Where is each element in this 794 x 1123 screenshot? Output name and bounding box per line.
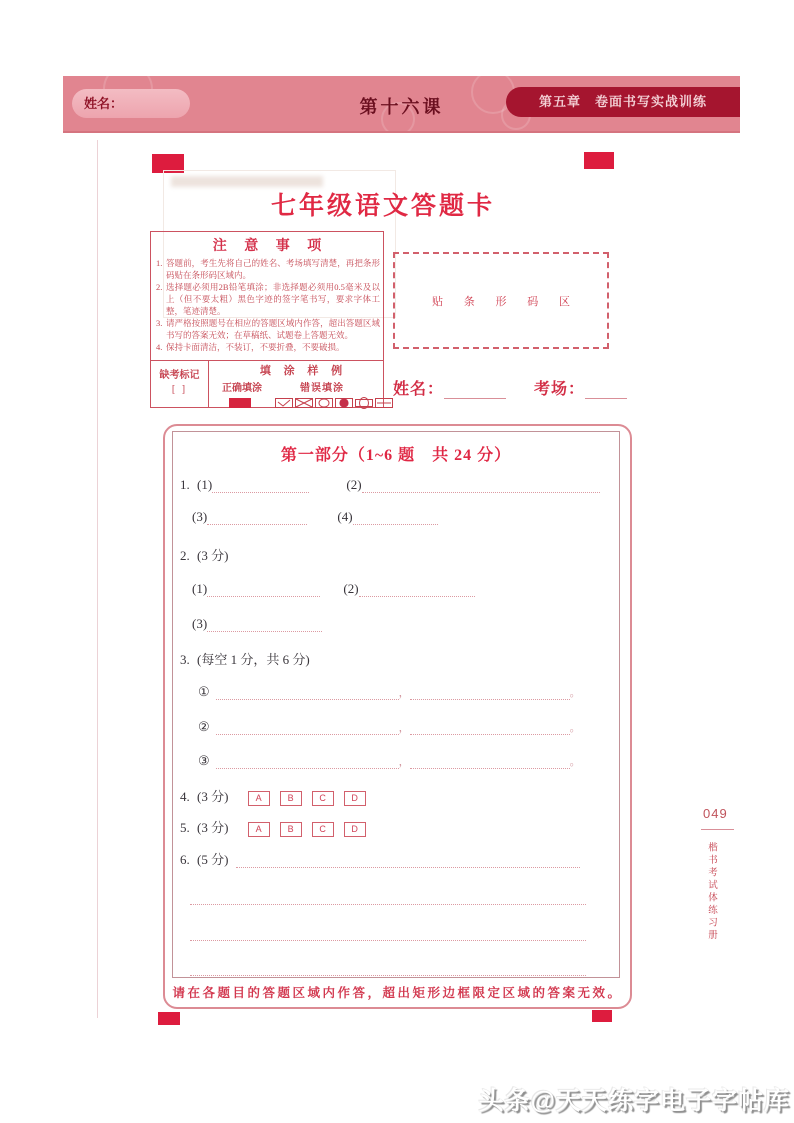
period-mark: 。 bbox=[569, 722, 581, 734]
question-2-header bbox=[180, 545, 228, 564]
name-room-row bbox=[393, 376, 627, 399]
question-number: 1. bbox=[180, 477, 190, 492]
answer-blank bbox=[216, 755, 399, 769]
question-1-row-2 bbox=[192, 509, 438, 525]
answer-blank bbox=[353, 511, 438, 525]
circled-number: ② bbox=[198, 719, 210, 734]
corner-mark-bottom-left bbox=[158, 1012, 180, 1025]
answer-blank bbox=[410, 686, 570, 700]
part-label: (3) bbox=[192, 616, 208, 631]
option-boxes bbox=[248, 789, 376, 804]
wrong-fill-label: 错误填涂 bbox=[300, 383, 344, 394]
option-box-a: A bbox=[248, 791, 270, 806]
part-label: (2) bbox=[346, 477, 362, 492]
cross-box-icon bbox=[295, 397, 313, 409]
question-number: 6. bbox=[180, 852, 190, 867]
lesson-title: 第十六课 bbox=[359, 97, 444, 117]
comma-mark: ， bbox=[398, 722, 410, 734]
comma-mark: ， bbox=[398, 687, 410, 699]
question-2-row-2 bbox=[192, 616, 322, 632]
notice-item-text: 请严格按照题号在相应的答题区域内作答，超出答题区域书写的答案无效；在草稿纸、试题卷上答题无效。 bbox=[166, 318, 380, 341]
question-score: (3 分) bbox=[197, 789, 229, 804]
question-6-line bbox=[190, 960, 586, 976]
question-6-row bbox=[180, 849, 580, 868]
option-box-c: C bbox=[312, 822, 334, 837]
notice-item-number: 2. bbox=[156, 282, 163, 293]
notice-box bbox=[150, 231, 384, 408]
fill-sample-block bbox=[151, 360, 383, 407]
part-label: (3) bbox=[192, 509, 208, 524]
question-score: (3 分) bbox=[197, 820, 229, 835]
option-box-b: B bbox=[280, 791, 302, 806]
option-box-c: C bbox=[312, 791, 334, 806]
question-3-item-3 bbox=[198, 753, 581, 769]
fill-sample-labels bbox=[209, 379, 393, 394]
question-number: 3. bbox=[180, 652, 190, 667]
option-box-d: D bbox=[344, 791, 366, 806]
notice-item bbox=[156, 317, 380, 341]
part-label: (1) bbox=[192, 581, 208, 596]
notice-item-text: 答题前，考生先将自己的姓名、考场填写清楚，再把条形码贴在条形码区域内。 bbox=[166, 258, 380, 281]
answer-blank bbox=[212, 479, 309, 493]
card-name-label: 姓名： bbox=[393, 381, 445, 398]
option-boxes bbox=[248, 820, 376, 835]
question-1-row-1 bbox=[180, 477, 600, 493]
circled-number: ③ bbox=[198, 753, 210, 768]
notice-item-number: 1. bbox=[156, 258, 163, 268]
answer-blank bbox=[207, 618, 322, 632]
notice-item bbox=[156, 257, 380, 281]
check-box-icon bbox=[275, 397, 293, 409]
option-box-b: B bbox=[280, 822, 302, 837]
absent-mark-label: 缺考标记 bbox=[159, 370, 200, 381]
question-number: 4. bbox=[180, 789, 190, 804]
fill-sample-symbols bbox=[209, 397, 393, 409]
answer-region-warning: 请在各题目的答题区域内作答，超出矩形边框限定区域的答案无效。 bbox=[172, 986, 623, 1000]
circled-number: ① bbox=[198, 684, 210, 699]
question-6-line bbox=[190, 925, 586, 941]
answer-blank bbox=[216, 721, 399, 735]
absent-mark-box: [ ] bbox=[171, 384, 188, 395]
notice-item-number: 3. bbox=[156, 318, 163, 329]
answer-blank bbox=[207, 583, 320, 597]
question-5-row bbox=[180, 817, 376, 837]
fill-sample-cell bbox=[209, 361, 393, 407]
notice-item-text: 保持卡面清洁，不装订，不要折叠，不要破损。 bbox=[166, 342, 345, 353]
answer-blank bbox=[190, 962, 586, 976]
part-label: (1) bbox=[197, 477, 213, 492]
section-title: 第一部分（1~6 题 共 24 分） bbox=[280, 447, 512, 464]
absent-mark-cell bbox=[151, 361, 209, 407]
question-3-item-1 bbox=[198, 684, 581, 700]
chapter-badge: 第五章 卷面书写实战训练 bbox=[506, 87, 740, 117]
answer-blank bbox=[359, 583, 475, 597]
page-number-divider bbox=[701, 829, 734, 830]
option-box-a: A bbox=[248, 822, 270, 837]
correct-fill-icon bbox=[229, 398, 251, 408]
watermark-text: 头条@天天练字电子字帖库 bbox=[478, 1087, 790, 1115]
option-box-d: D bbox=[344, 822, 366, 837]
notice-item bbox=[156, 341, 380, 353]
card-name-blank bbox=[444, 383, 506, 399]
part-label: (2) bbox=[343, 581, 359, 596]
answer-blank bbox=[190, 927, 586, 941]
question-score: (每空 1 分，共 6 分) bbox=[197, 652, 310, 667]
barcode-area bbox=[393, 252, 609, 349]
dot-box-icon bbox=[335, 397, 353, 409]
comma-mark: ， bbox=[398, 756, 410, 768]
answer-blank bbox=[236, 854, 580, 868]
corner-mark-bottom-right bbox=[592, 1010, 612, 1022]
answer-blank bbox=[410, 755, 570, 769]
period-mark: 。 bbox=[569, 687, 581, 699]
notice-title: 注 意 事 项 bbox=[212, 239, 329, 254]
question-4-row bbox=[180, 786, 376, 806]
question-6-line bbox=[190, 889, 586, 905]
question-number: 2. bbox=[180, 548, 190, 563]
notice-item-text: 选择题必须用2B铅笔填涂；非选择题必须用0.5毫米及以上（但不要太粗）黑色字迹的签字笔书写，要求字体工整，笔迹清楚。 bbox=[166, 282, 380, 317]
tall-oval-box-icon bbox=[355, 397, 373, 409]
answer-blank bbox=[362, 479, 600, 493]
fill-sample-title: 填 涂 样 例 bbox=[259, 365, 348, 377]
line-box-icon bbox=[375, 397, 393, 409]
answer-blank bbox=[190, 891, 586, 905]
answer-card-title: 七年级语文答题卡 bbox=[270, 193, 495, 220]
answer-blank bbox=[216, 686, 399, 700]
name-label: 姓名： bbox=[84, 96, 124, 111]
page-number: 049 bbox=[703, 806, 728, 821]
notice-item bbox=[156, 281, 380, 317]
book-title-vertical: 楷书考试体练习册 bbox=[706, 842, 716, 942]
card-room-blank bbox=[585, 383, 627, 399]
scanned-page-edge bbox=[97, 140, 98, 1018]
part-label: (4) bbox=[337, 509, 353, 524]
question-3-header bbox=[180, 649, 310, 668]
correct-fill-label: 正确填涂 bbox=[222, 383, 262, 394]
wrong-fill-icons bbox=[275, 397, 393, 409]
question-score: (5 分) bbox=[197, 852, 229, 867]
header-band bbox=[63, 76, 740, 133]
corner-mark-top-right bbox=[584, 152, 614, 169]
period-mark: 。 bbox=[569, 756, 581, 768]
circle-box-icon bbox=[315, 397, 333, 409]
question-2-row-1 bbox=[192, 581, 475, 597]
question-score: (3 分) bbox=[197, 548, 229, 563]
notice-items bbox=[151, 256, 383, 354]
barcode-label: 贴 条 形 码 区 bbox=[432, 295, 579, 308]
answer-blank bbox=[207, 511, 307, 525]
answer-blank bbox=[410, 721, 570, 735]
card-room-label: 考场： bbox=[534, 381, 586, 398]
question-number: 5. bbox=[180, 820, 190, 835]
notice-item-number: 4. bbox=[156, 342, 163, 353]
question-3-item-2 bbox=[198, 719, 581, 735]
